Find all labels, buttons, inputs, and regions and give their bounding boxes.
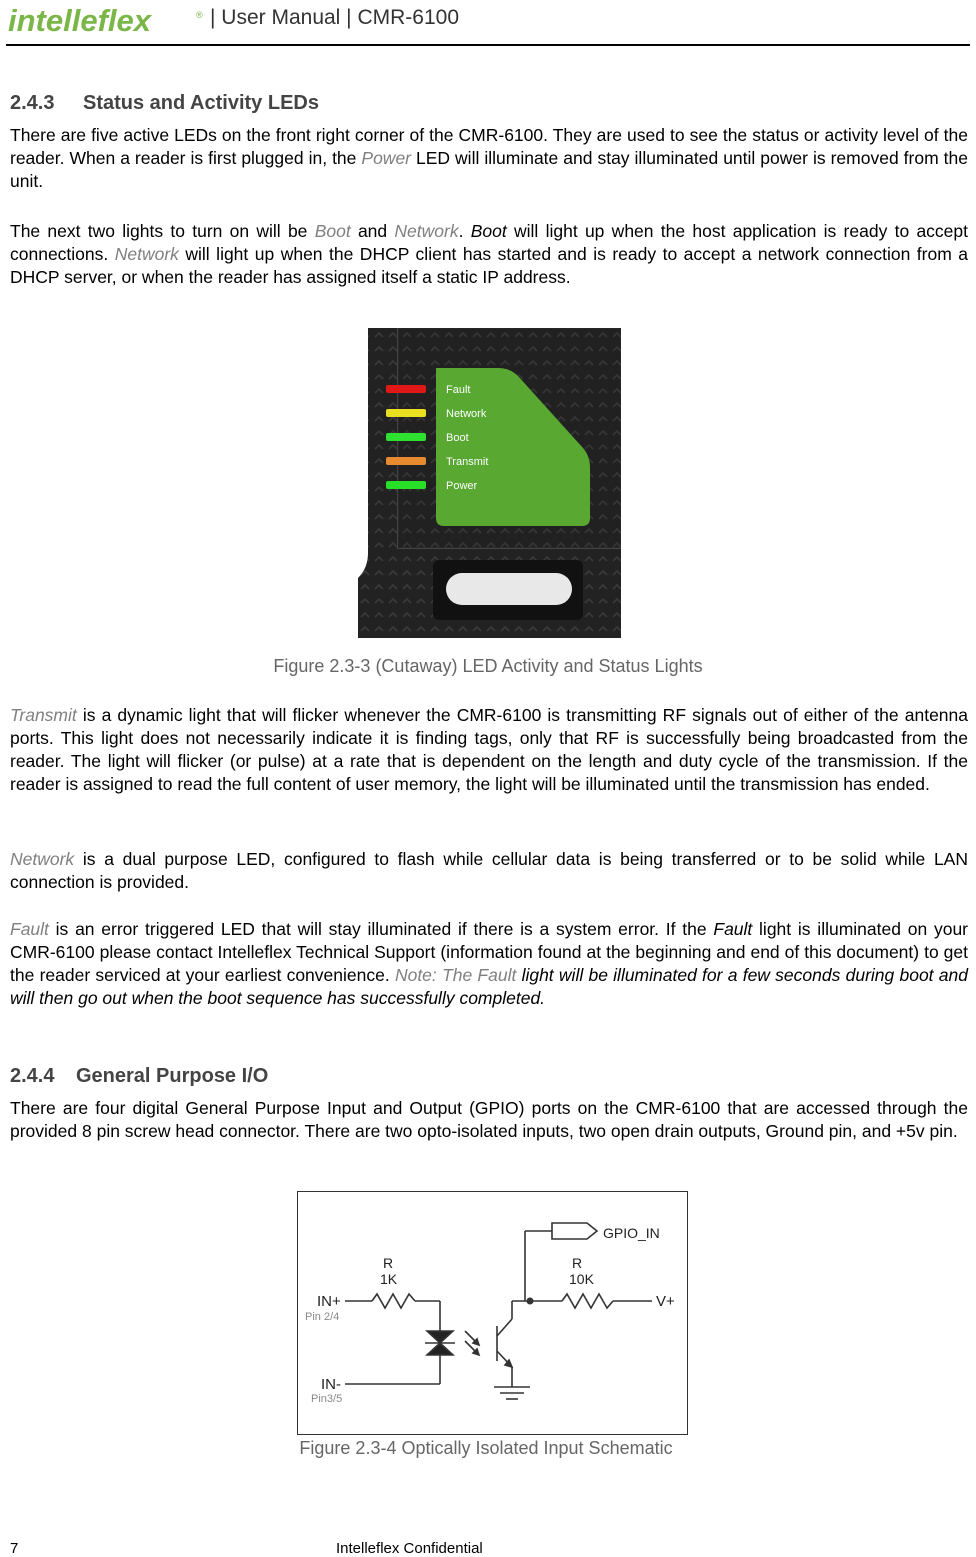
led-label-boot: Boot <box>446 432 469 444</box>
paragraph-network: Network is a dual purpose LED, configured to flash while cellular data is being transferred or to be solid while LAN connection is provided. <box>10 849 968 892</box>
svg-text:intelleflex: intelleflex <box>8 4 151 36</box>
label-r1-value: 1K <box>380 1271 398 1287</box>
label-gpio-in: GPIO_IN <box>603 1225 660 1241</box>
term-boot: Boot <box>314 221 351 241</box>
term-boot-italic: Boot <box>470 221 507 241</box>
term-power: Power <box>361 148 412 168</box>
led-boot <box>386 433 426 441</box>
figure-caption-led: Figure 2.3-3 (Cutaway) LED Activity and Status Lights <box>273 656 703 676</box>
label-pin-2-4: Pin 2/4 <box>305 1311 340 1323</box>
footer-confidential: Intelleflex Confidential <box>336 1540 483 1557</box>
led-network <box>386 409 426 417</box>
term-transmit: Transmit <box>10 705 77 725</box>
note-label: Note: The <box>394 965 478 985</box>
label-pin-3-5: Pin3/5 <box>311 1393 343 1405</box>
led-fault <box>386 385 426 393</box>
mounting-slot <box>446 573 572 605</box>
led-label-fault: Fault <box>446 384 471 396</box>
term-network: Network <box>394 221 459 241</box>
term-fault-2: Fault <box>477 965 517 985</box>
term-fault-italic: Fault <box>713 919 753 939</box>
paragraph-fault: Fault is an error triggered LED that will stay illuminated if there is a system error. If the Fault light is illuminated on your CMR-6100 please contact Intelleflex Technical Support (information found at the beginning and end of this document) to get the reader serviced at your earliest convenience. Note: The Fault light will be illuminated for a few seconds during boot and will then go out when the boot sequence has successfully completed. <box>10 919 969 1008</box>
label-in-plus: IN+ <box>317 1293 341 1310</box>
label-r1: R <box>383 1255 394 1271</box>
section-heading-2-4-3: 2.4.3 Status and Activity LEDs <box>10 92 319 114</box>
led-label-network: Network <box>446 408 487 420</box>
paragraph-transmit: Transmit is a dynamic light that will flicker whenever the CMR-6100 is transmitting RF signals out of either of the antenna ports. This light does not necessarily indicate it is finding tags, only that RF is successfully being broadcasted from the reader. The light will flicker (or pulse) at a rate that is dependent on the length and duty cycle of the transmission. If the reader is assigned to read the full content of user memory, the light will be illuminated until the transmission has ended. <box>10 705 968 794</box>
svg-text:®: ® <box>196 10 203 20</box>
led-cutaway-photo <box>358 328 621 638</box>
paragraph-boot-network: The next two lights to turn on will be Boot and Network. Boot will light up when the host application is ready to accept connections. Network will light up when the DHCP client has started and is ready to accept a network connection from a DHCP server, or when the reader has assigned itself a static IP address. <box>10 221 969 287</box>
intelleflex-logo <box>6 4 206 36</box>
figure-caption-schematic: Figure 2.3-4 Optically Isolated Input Schematic <box>299 1438 673 1458</box>
led-label-power: Power <box>446 480 478 492</box>
term-network-3: Network <box>10 849 75 869</box>
led-transmit <box>386 457 426 465</box>
opto-isolated-input-schematic <box>297 1191 688 1435</box>
label-r2: R <box>572 1255 583 1271</box>
label-v-plus: V+ <box>656 1293 675 1310</box>
label-in-minus: IN- <box>321 1376 341 1393</box>
term-fault: Fault <box>10 919 49 939</box>
page-header <box>6 0 970 46</box>
led-power <box>386 481 426 489</box>
led-label-transmit: Transmit <box>446 456 489 468</box>
paragraph-gpio: There are four digital General Purpose Input and Output (GPIO) ports on the CMR-6100 that are accessed through the provided 8 pin screw head connector. There are two opto-isolated inputs, two open drain outputs, Ground pin, and +5v pin. <box>10 1098 968 1141</box>
section-heading-2-4-4: 2.4.4 General Purpose I/O <box>10 1065 269 1087</box>
label-r2-value: 10K <box>569 1271 594 1287</box>
document-title: | User Manual | CMR-6100 <box>210 6 459 29</box>
paragraph-led-intro: There are five active LEDs on the front right corner of the CMR-6100. They are used to see the status or activity level of the reader. When a reader is first plugged in, the Power LED will illuminate and stay illuminated until power is removed from the unit. <box>10 125 968 191</box>
page-number: 7 <box>10 1540 19 1557</box>
term-network-2: Network <box>114 244 179 264</box>
